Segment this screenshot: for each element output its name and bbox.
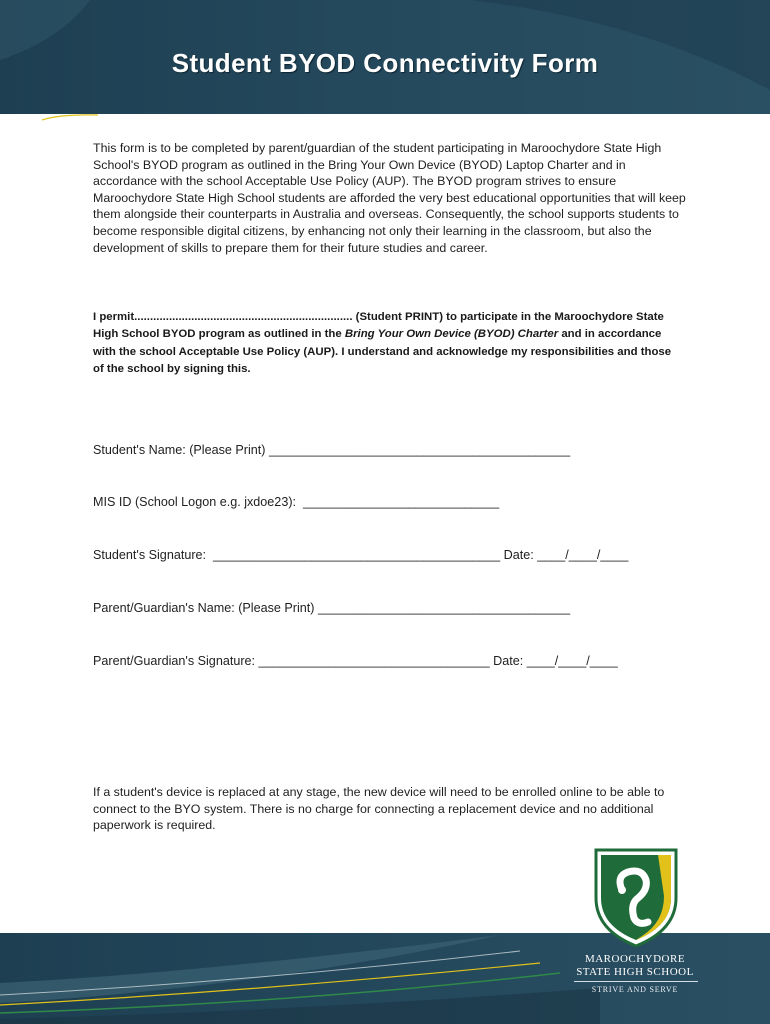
student-name-field[interactable]: Student's Name: (Please Print) ___________________________________________: [93, 443, 571, 457]
page-title: Student BYOD Connectivity Form: [171, 48, 599, 78]
header-banner: [0, 0, 770, 114]
permit-text-part1: I permit..................................................................... (Student PRINT) to participate in the Maroochydore State High School BYOD program as outlined in the: [93, 311, 664, 341]
parent-signature-field[interactable]: Parent/Guardian's Signature: _________________________________ Date: ____/____/____: [93, 654, 618, 668]
parent-name-field[interactable]: Parent/Guardian's Name: (Please Print) ____________________________________: [93, 601, 571, 615]
intro-paragraph: This form is to be completed by parent/guardian of the student participating in Maroochydore State High School's BYOD program as outlined in the Bring Your Own Device (BYOD) Laptop Charter and in accordance with the school Acceptable Use Policy (AUP). The BYOD program strives to ensure Maroochydore State High School students are afforded the very best educational opportunities that will keep them alongside their counterparts in Australia and overseas. Consequently, the school supports students to become responsible digital citizens, by enhancing not only their learning in the classroom, but also the development of skills to prepare them for their future studies and career.: [93, 141, 686, 255]
mis-id-field[interactable]: MIS ID (School Logon e.g. jxdoe23): ____________________________: [93, 495, 500, 509]
permit-charter-title: Bring Your Own Device (BYOD) Charter: [344, 328, 559, 341]
school-name-line1: MAROOCHYDORE: [584, 953, 686, 965]
school-crest-logo: [592, 846, 680, 948]
student-signature-field[interactable]: Student's Signature: _________________________________________ Date: ____/____/____: [93, 548, 629, 562]
permit-statement: [93, 309, 683, 379]
school-motto: STRIVE AND SERVE: [591, 985, 679, 994]
gold-stroke-decoration: [40, 112, 100, 124]
logo-divider: [574, 981, 698, 982]
school-name-line2: STATE HIGH SCHOOL: [576, 966, 694, 978]
replacement-device-note: If a student's device is replaced at any stage, the new device will need to be enrolled online to be able to connect to the BYO system. There is no charge for connecting a replacement device and no additional paperwork is required.: [93, 785, 665, 833]
permit-text-part2: and in accordance with the school Acceptable Use Policy (AUP). I understand and acknowledge my responsibilities and those of the school by signing this.: [93, 328, 672, 376]
